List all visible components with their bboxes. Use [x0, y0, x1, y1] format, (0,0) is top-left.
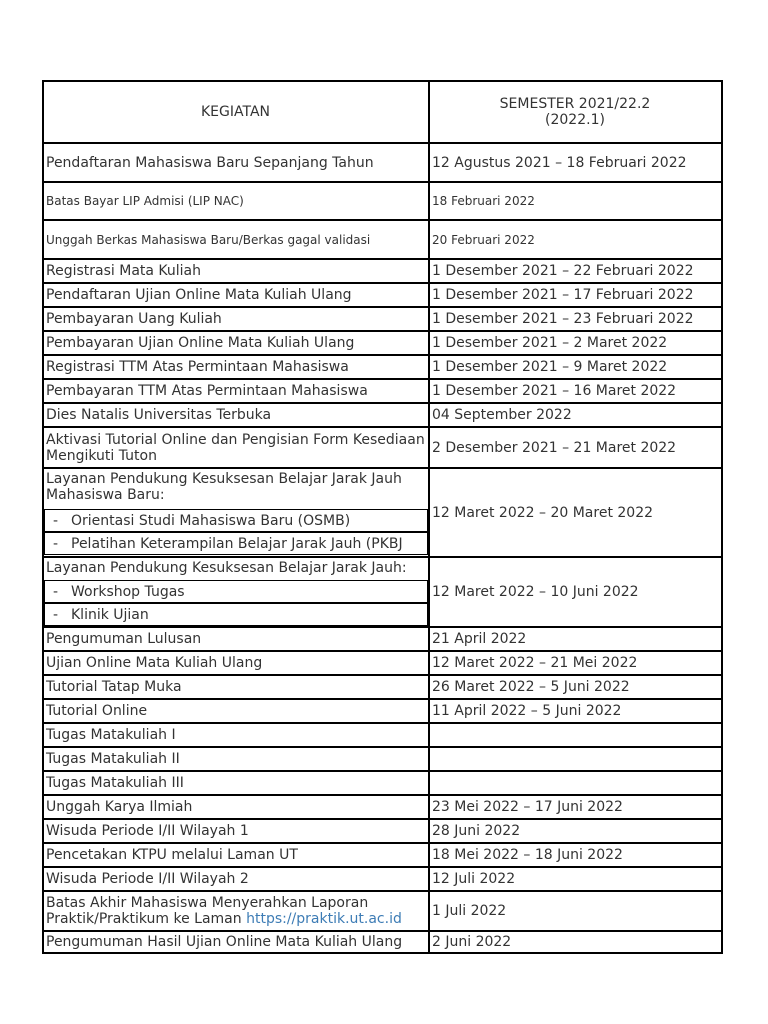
table-row-activity — [43, 651, 429, 675]
activity-text: Pembayaran Uang Kuliah — [46, 311, 222, 327]
activity-text: Ujian Online Mata Kuliah Ulang — [46, 655, 263, 671]
date-text: 12 Juli 2022 — [432, 871, 516, 887]
date-text: 18 Februari 2022 — [432, 194, 535, 208]
dash-marker: - — [53, 583, 59, 600]
table-row-activity — [43, 843, 429, 867]
table-row-date — [429, 468, 722, 557]
table-row-date — [429, 307, 722, 331]
activity-text: Unggah Karya Ilmiah — [46, 799, 193, 815]
table-row-activity — [43, 771, 429, 795]
date-text: 04 September 2022 — [432, 407, 572, 423]
activity-text: Unggah Berkas Mahasiswa Baru/Berkas gagal validasi — [46, 232, 371, 247]
table-row-activity — [43, 220, 429, 259]
activity-text: Layanan Pendukung Kesuksesan Belajar Jarak Jauh Mahasiswa Baru: — [46, 471, 402, 503]
header-semester-period: (2022.1) — [545, 112, 605, 128]
date-text: 12 Maret 2022 – 21 Mei 2022 — [432, 655, 638, 671]
schedule-table — [42, 80, 723, 954]
activity-text: Tutorial Online — [46, 703, 148, 719]
table-row-date — [429, 699, 722, 723]
dash-marker: - — [53, 512, 59, 529]
activity-text: Batas Akhir Mahasiswa Menyerahkan Laporan Praktik/Praktikum ke Laman — [46, 895, 369, 927]
date-text: 2 Juni 2022 — [432, 934, 512, 950]
table-row-date — [429, 220, 722, 259]
table-row-activity — [43, 699, 429, 723]
table-row-date — [429, 259, 722, 283]
table-row-date — [429, 891, 722, 931]
date-text: 21 April 2022 — [432, 631, 527, 647]
date-text: 12 Maret 2022 – 20 Maret 2022 — [432, 504, 654, 521]
table-row-activity — [43, 723, 429, 747]
table-row-activity — [43, 182, 429, 220]
table-row-date — [429, 355, 722, 379]
header-kegiatan — [43, 81, 429, 143]
date-text: 26 Maret 2022 – 5 Juni 2022 — [432, 679, 630, 695]
date-text: 28 Juni 2022 — [432, 823, 521, 839]
table-row-group — [43, 557, 429, 627]
activity-text: Pembayaran Ujian Online Mata Kuliah Ulang — [46, 335, 355, 351]
table-row-date — [429, 557, 722, 627]
table-row-date — [429, 143, 722, 182]
activity-text: Wisuda Periode I/II Wilayah 2 — [46, 871, 249, 887]
header-semester-label: SEMESTER 2021/22.2 — [499, 96, 651, 112]
date-text: 1 Desember 2021 – 2 Maret 2022 — [432, 335, 668, 351]
date-text: 1 Desember 2021 – 17 Februari 2022 — [432, 287, 694, 303]
group-heading — [44, 469, 428, 509]
date-text: 11 April 2022 – 5 Juni 2022 — [432, 703, 622, 719]
date-text: 1 Desember 2021 – 23 Februari 2022 — [432, 311, 694, 327]
date-text: 18 Mei 2022 – 18 Juni 2022 — [432, 847, 623, 863]
table-row-activity — [43, 747, 429, 771]
list-item — [44, 580, 428, 603]
sub-item-text: Workshop Tugas — [71, 583, 185, 600]
table-row-date — [429, 931, 722, 953]
table-row-activity — [43, 403, 429, 427]
table-row-activity — [43, 795, 429, 819]
activity-text: Tutorial Tatap Muka — [46, 679, 182, 695]
table-row-activity — [43, 331, 429, 355]
activity-text: Pendaftaran Mahasiswa Baru Sepanjang Tahun — [46, 154, 374, 171]
table-row-activity — [43, 355, 429, 379]
header-kegiatan-label: KEGIATAN — [200, 104, 270, 120]
activity-text: Pembayaran TTM Atas Permintaan Mahasiswa — [46, 383, 368, 399]
sub-item-text: Orientasi Studi Mahasiswa Baru (OSMB) — [71, 512, 351, 529]
date-text: 1 Desember 2021 – 22 Februari 2022 — [432, 263, 694, 279]
activity-text: Tugas Matakuliah I — [46, 727, 176, 743]
activity-text: Batas Bayar LIP Admisi (LIP NAC) — [46, 194, 244, 208]
list-item — [44, 509, 428, 532]
date-text: 12 Agustus 2021 – 18 Februari 2022 — [432, 154, 687, 171]
activity-text: Pengumuman Lulusan — [46, 631, 202, 647]
table-row-date — [429, 627, 722, 651]
table-row-activity — [43, 627, 429, 651]
table-row-activity — [43, 867, 429, 891]
header-semester — [429, 81, 722, 143]
table-row-date — [429, 283, 722, 307]
date-text: 1 Juli 2022 — [432, 903, 507, 919]
table-row-activity — [43, 427, 429, 468]
activity-text: Pendaftaran Ujian Online Mata Kuliah Ulang — [46, 287, 352, 303]
table-row-date — [429, 867, 722, 891]
table-row-date — [429, 771, 722, 795]
date-text: 1 Desember 2021 – 16 Maret 2022 — [432, 383, 677, 399]
table-row-date — [429, 379, 722, 403]
table-row-activity — [43, 283, 429, 307]
table-row-activity — [43, 819, 429, 843]
table-row-date — [429, 795, 722, 819]
activity-text: Pencetakan KTPU melalui Laman UT — [46, 847, 298, 863]
table-row-date — [429, 723, 722, 747]
activity-text: Dies Natalis Universitas Terbuka — [46, 407, 272, 423]
table-row-date — [429, 843, 722, 867]
date-text: 1 Desember 2021 – 9 Maret 2022 — [432, 359, 668, 375]
table-row-activity — [43, 931, 429, 953]
table-row-date — [429, 675, 722, 699]
activity-text: Aktivasi Tutorial Online dan Pengisian Form Kesediaan Mengikuti Tuton — [46, 431, 425, 464]
table-row-date — [429, 403, 722, 427]
activity-text: Tugas Matakuliah II — [46, 751, 180, 767]
table-row-activity — [43, 379, 429, 403]
table-row-date — [429, 427, 722, 468]
table-row-activity — [43, 143, 429, 182]
table-row-group — [43, 468, 429, 557]
table-row-date — [429, 651, 722, 675]
table-row-activity — [43, 259, 429, 283]
table-row-activity — [43, 891, 429, 931]
dash-marker: - — [53, 535, 59, 552]
activity-text: Pengumuman Hasil Ujian Online Mata Kuliah Ulang — [46, 934, 403, 950]
activity-text: Layanan Pendukung Kesuksesan Belajar Jarak Jauh: — [46, 560, 407, 576]
date-text: 2 Desember 2021 – 21 Maret 2022 — [432, 439, 677, 456]
list-item — [44, 532, 428, 555]
table-row-date — [429, 331, 722, 355]
table-row-activity — [43, 307, 429, 331]
date-text: 23 Mei 2022 – 17 Juni 2022 — [432, 799, 623, 815]
activity-text: Wisuda Periode I/II Wilayah 1 — [46, 823, 249, 839]
table-row-date — [429, 819, 722, 843]
date-text: 20 Februari 2022 — [432, 232, 535, 247]
activity-text: Registrasi Mata Kuliah — [46, 263, 202, 279]
activity-text: Tugas Matakuliah III — [46, 775, 184, 791]
table-row-date — [429, 747, 722, 771]
praktik-link[interactable]: https://praktik.ut.ac.id — [246, 911, 402, 927]
dash-marker: - — [53, 606, 59, 623]
list-item — [44, 603, 428, 626]
table-row-activity — [43, 675, 429, 699]
group-heading — [44, 558, 428, 580]
activity-text: Registrasi TTM Atas Permintaan Mahasiswa — [46, 359, 349, 375]
sub-item-text: Klinik Ujian — [71, 606, 149, 623]
table-row-date — [429, 182, 722, 220]
sub-item-text: Pelatihan Keterampilan Belajar Jarak Jauh (PKBJ — [71, 535, 403, 552]
date-text: 12 Maret 2022 – 10 Juni 2022 — [432, 584, 639, 600]
